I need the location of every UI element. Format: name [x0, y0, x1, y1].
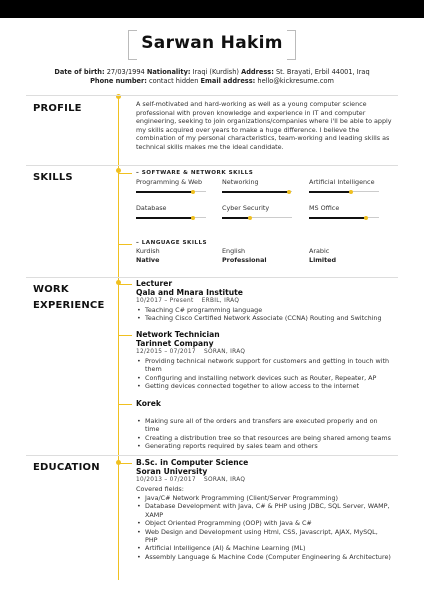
software-skills-heading: – SOFTWARE & NETWORK SKILLS — [136, 170, 254, 176]
skill-bar — [309, 191, 379, 194]
nationality-value: Iraqi (Kurdish) — [192, 68, 239, 76]
job-title: Lecturer — [136, 279, 173, 288]
divider-education — [26, 455, 398, 456]
skill-artificial-intelligence — [309, 178, 379, 194]
job-bullets — [136, 417, 392, 451]
list-item: • Generating reports required by sales team and others — [136, 442, 392, 450]
job-meta — [136, 298, 245, 304]
list-item: • Teaching Cisco Certified Network Associate (CCNA) Routing and Switching — [136, 314, 392, 322]
personal-info-line-2 — [0, 77, 424, 86]
skill-knob — [364, 216, 368, 220]
skill-knob — [191, 216, 195, 220]
tick-job-1 — [118, 284, 132, 285]
skill-knob — [287, 190, 291, 194]
job-location: SORAN, IRAQ — [204, 349, 246, 355]
dob-value: 27/03/1994 — [106, 68, 145, 76]
tick-job-3 — [118, 404, 132, 405]
divider-work — [26, 277, 398, 278]
email-label: Email address: — [200, 77, 256, 85]
tick-education — [118, 463, 132, 464]
language-english — [222, 247, 267, 265]
language-level: Native — [136, 256, 160, 264]
list-item: • Web Design and Development using Html, CSS, Javascript, AJAX, MySQL, PHP — [136, 528, 392, 545]
divider-skills — [26, 165, 398, 166]
job-company: Tarinnet Company — [136, 339, 214, 348]
education-meta — [136, 477, 251, 483]
degree-title: B.Sc. in Computer Science — [136, 458, 249, 467]
job-company: Qala and Mnara Institute — [136, 288, 243, 297]
tick-language — [118, 244, 132, 245]
address-label: Address: — [241, 68, 274, 76]
skill-bar — [136, 217, 206, 220]
job-bullets — [136, 306, 392, 323]
job-location: ERBIL, IRAQ — [201, 298, 240, 304]
nationality-label: Nationality: — [146, 68, 191, 76]
address-value: St. Brayati, Erbil 44001, Iraq — [275, 68, 370, 76]
education-dates: 10/2013 – 07/2017 — [136, 477, 196, 483]
list-item: • Getting devices connected together to allow access to the internet — [136, 382, 392, 390]
job-company: Korek — [136, 399, 161, 408]
skill-knob — [191, 190, 195, 194]
profile-summary: A self-motivated and hard-working as well as a young computer science professional with proven knowledge and experience in IT and computer engineering, seeking to join organizations/companies where i'll be able to apply my skills acquired over years to make a huge difference. I believe the combination of my personal characteristics, team-working and leading skills as technical skills makes me the ideal candidate. — [136, 100, 392, 151]
skill-label: Cyber Security — [222, 204, 270, 212]
school-name: Soran University — [136, 467, 208, 476]
language-skills-heading: – LANGUAGE SKILLS — [136, 240, 208, 246]
list-item: • Configuring and installing network devices such as Router, Repeater, AP — [136, 374, 392, 382]
skill-bar — [222, 217, 292, 220]
tick-software — [118, 173, 132, 174]
skill-ms-office — [309, 204, 379, 220]
list-item: • Assembly Language & Machine Code (Computer Engineering & Architecture) — [136, 553, 392, 561]
skill-cyber-security — [222, 204, 292, 220]
skill-label: Database — [136, 204, 167, 212]
job-bullets — [136, 357, 392, 391]
job-meta — [136, 349, 251, 355]
section-title-education: EDUCATION — [33, 462, 100, 473]
language-name: Kurdish — [136, 247, 160, 255]
divider-profile — [26, 95, 398, 96]
list-item: • Teaching C# programming language — [136, 306, 392, 314]
skill-label: Programming & Web — [136, 178, 203, 186]
list-item: • Creating a distribution tree so that resources are being shared among teams — [136, 434, 392, 442]
education-bullets — [136, 494, 392, 561]
skill-label: MS Office — [309, 204, 340, 212]
dob-label: Date of birth: — [54, 68, 105, 76]
skill-bar — [136, 191, 206, 194]
candidate-name: Sarwan Hakim — [141, 33, 283, 53]
phone-value: contact hidden — [149, 77, 199, 85]
skill-networking — [222, 178, 292, 194]
job-dates: 10/2017 – Present — [136, 298, 194, 304]
top-bar — [0, 0, 424, 18]
name-block — [128, 30, 296, 60]
skill-bar — [309, 217, 379, 220]
skill-database — [136, 204, 206, 220]
list-item: • Providing technical network support for customers and getting in touch with them — [136, 357, 392, 374]
education-location: SORAN, IRAQ — [204, 477, 246, 483]
section-title-work-1: WORK — [33, 284, 69, 295]
list-item: • Object Oriented Programming (OOP) with Java & C# — [136, 519, 392, 527]
language-level: Limited — [309, 256, 337, 264]
language-name: English — [222, 247, 246, 255]
list-item: • Artificial Intelligence (AI) & Machine Learning (ML) — [136, 544, 392, 552]
language-kurdish — [136, 247, 160, 265]
skill-knob — [248, 216, 252, 220]
personal-info-line-1 — [0, 68, 424, 77]
skill-programming-web — [136, 178, 206, 194]
job-dates: 12/2015 – 07/2017 — [136, 349, 196, 355]
language-arabic — [309, 247, 336, 265]
list-item: • Java/C# Network Programming (Client/Server Programming) — [136, 494, 392, 502]
job-title: Network Technician — [136, 330, 220, 339]
skill-label: Networking — [222, 178, 259, 186]
language-name: Arabic — [309, 247, 330, 255]
skill-bar — [222, 191, 292, 194]
language-level: Professional — [222, 256, 267, 264]
covered-fields-label: Covered fields: — [136, 485, 184, 493]
list-item: • Making sure all of the orders and transfers are executed properly and on time — [136, 417, 392, 434]
skill-label: Artificial Intelligence — [309, 178, 375, 186]
section-title-profile: PROFILE — [33, 103, 82, 114]
section-title-work-2: EXPERIENCE — [33, 300, 105, 311]
email-value: hello@kickresume.com — [257, 77, 334, 85]
tick-job-2 — [118, 335, 132, 336]
timeline-line — [118, 94, 119, 580]
phone-label: Phone number: — [90, 77, 147, 85]
skill-knob — [349, 190, 353, 194]
list-item: • Database Development with Java, C# & PHP using JDBC, SQL Server, WAMP, XAMP — [136, 502, 392, 519]
section-title-skills: SKILLS — [33, 172, 73, 183]
